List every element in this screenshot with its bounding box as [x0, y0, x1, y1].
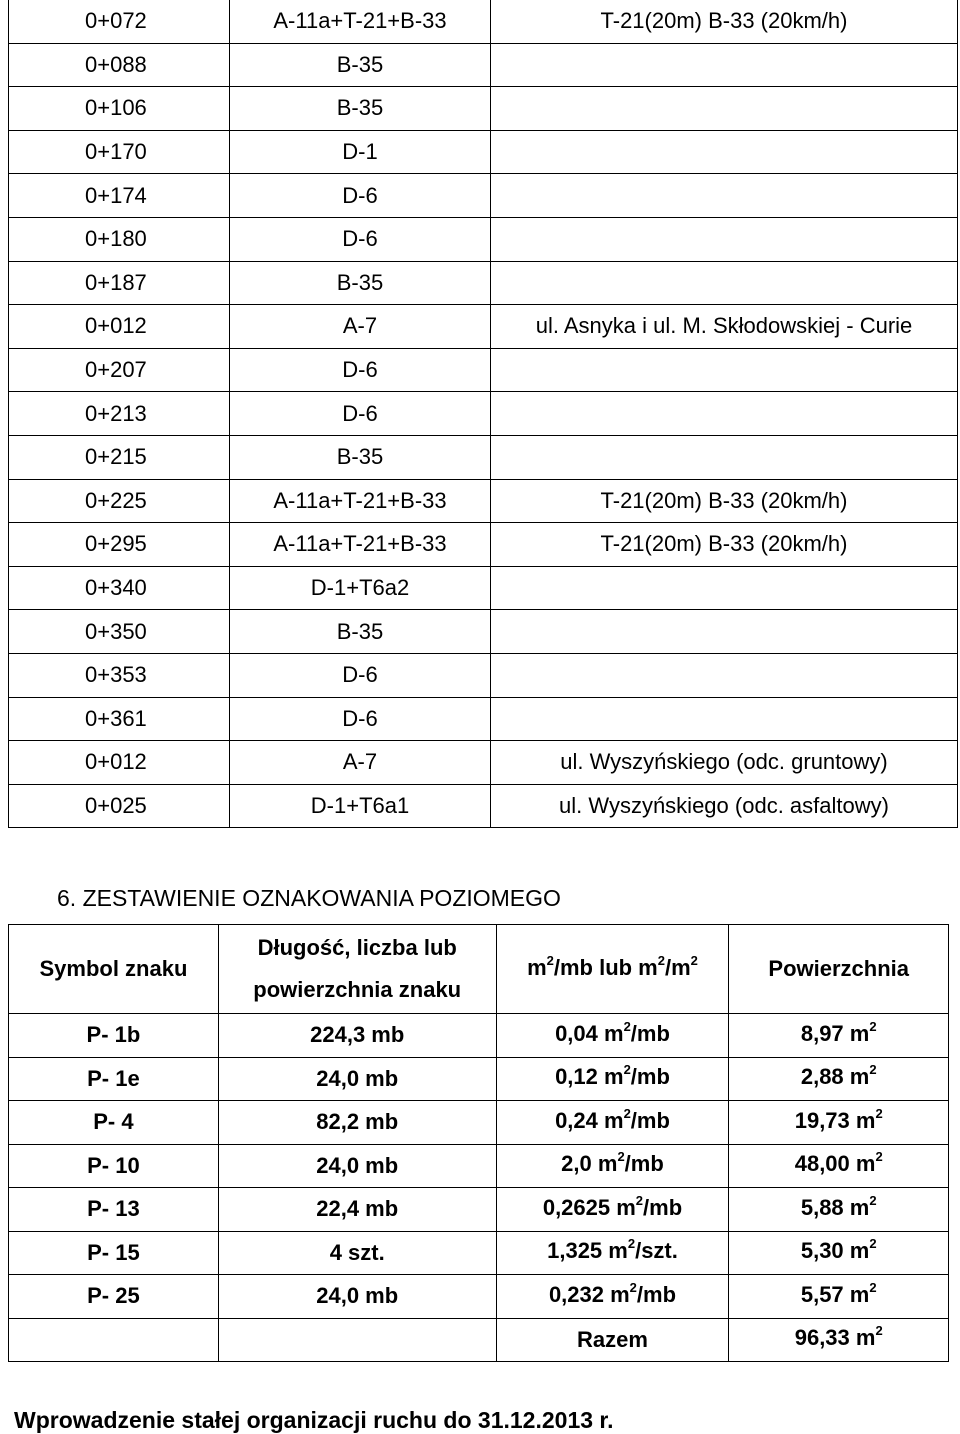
table-header-row: [9, 925, 949, 1014]
rate-unit: /mb: [630, 1107, 670, 1133]
length-cell: 22,4 mb: [218, 1188, 496, 1232]
km-cell: 0+180: [9, 217, 230, 261]
sign-cell: A-11a+T-21+B-33: [230, 523, 491, 567]
table-row: [9, 1275, 949, 1319]
km-cell: 0+072: [9, 0, 230, 43]
rate-unit: /szt.: [635, 1238, 678, 1264]
table-row: [9, 653, 958, 697]
area-sup: 2: [875, 1149, 883, 1165]
remark-cell: [491, 566, 958, 610]
area-sup: 2: [875, 1105, 883, 1121]
area-cell: [729, 1275, 949, 1319]
remark-cell: [491, 261, 958, 305]
sign-cell: D-6: [230, 392, 491, 436]
rate-cell: [496, 1057, 729, 1101]
area-value: 5,30 m: [800, 1238, 870, 1264]
table-row: [9, 1188, 949, 1232]
remark-cell: T-21(20m) B-33 (20km/h): [491, 523, 958, 567]
table-row: [9, 784, 958, 828]
table-row: [9, 1231, 949, 1275]
remark-cell: ul. Wyszyńskiego (odc. asfaltowy): [491, 784, 958, 828]
area-cell: [729, 1144, 949, 1188]
sign-cell: A-11a+T-21+B-33: [230, 479, 491, 523]
rate-unit: /mb: [624, 1151, 664, 1177]
area-cell: [729, 1101, 949, 1145]
symbol-cell: P- 13: [9, 1188, 219, 1232]
table-row: [9, 566, 958, 610]
rate-cell: [496, 1101, 729, 1145]
rate-sup: 2: [635, 1192, 644, 1208]
sign-cell: A-7: [230, 305, 491, 349]
remark-cell: [491, 610, 958, 654]
sign-cell: B-35: [230, 43, 491, 87]
sign-cell: D-6: [230, 217, 491, 261]
table-row: [9, 392, 958, 436]
symbol-cell: P- 4: [9, 1101, 219, 1145]
remark-cell: [491, 392, 958, 436]
remark-cell: [491, 130, 958, 174]
rate-sup: 2: [627, 1236, 636, 1252]
sign-cell: D-1+T6a2: [230, 566, 491, 610]
header-symbol: Symbol znaku: [9, 925, 219, 1014]
symbol-cell: P- 15: [9, 1231, 219, 1275]
sign-location-table: [8, 0, 958, 828]
table-row: [9, 305, 958, 349]
remark-cell: [491, 174, 958, 218]
header-length-line1: Długość, liczba lub: [257, 935, 457, 960]
km-cell: 0+215: [9, 435, 230, 479]
footer-note: Wprowadzenie stałej organizacji ruchu do 31.12.2013 r.: [14, 1407, 614, 1433]
km-cell: 0+350: [9, 610, 230, 654]
table-row: [9, 523, 958, 567]
sign-cell: B-35: [230, 87, 491, 131]
table-row: [9, 697, 958, 741]
rate-cell: [496, 1188, 729, 1232]
rate-sup: 2: [617, 1149, 625, 1165]
table-row: [9, 217, 958, 261]
rate-cell: [496, 1231, 729, 1275]
area-sup: 2: [869, 1192, 877, 1208]
km-cell: 0+361: [9, 697, 230, 741]
table-row: [9, 741, 958, 785]
km-cell: 0+295: [9, 523, 230, 567]
length-cell: 224,3 mb: [218, 1014, 496, 1058]
horizontal-marking-table: [8, 924, 949, 1362]
rate-value: 0,232 m: [548, 1281, 630, 1307]
km-cell: 0+106: [9, 87, 230, 131]
header-unit: [496, 925, 729, 1014]
rate-value: 0,2625 m: [542, 1194, 636, 1220]
header-unit-sup: 2: [546, 952, 554, 968]
empty-cell: [218, 1318, 496, 1362]
rate-value: 1,325 m: [547, 1238, 628, 1264]
table-row: [9, 435, 958, 479]
area-sup: 2: [869, 1018, 877, 1034]
area-value: 19,73 m: [794, 1107, 876, 1133]
symbol-cell: P- 10: [9, 1144, 219, 1188]
remark-cell: ul. Asnyka i ul. M. Skłodowskiej - Curie: [491, 305, 958, 349]
table-row: [9, 130, 958, 174]
km-cell: 0+025: [9, 784, 230, 828]
km-cell: 0+187: [9, 261, 230, 305]
header-area: Powierzchnia: [729, 925, 949, 1014]
table-row: [9, 261, 958, 305]
rate-value: 0,24 m: [555, 1107, 624, 1133]
length-cell: 82,2 mb: [218, 1101, 496, 1145]
section-title: 6. ZESTAWIENIE OZNAKOWANIA POZIOMEGO: [57, 885, 561, 911]
sign-cell: D-1+T6a1: [230, 784, 491, 828]
header-unit-a: m: [527, 954, 547, 980]
sign-cell: D-6: [230, 653, 491, 697]
area-cell: [729, 1014, 949, 1058]
km-cell: 0+174: [9, 174, 230, 218]
table-row: [9, 43, 958, 87]
area-value: 8,97 m: [800, 1020, 870, 1046]
area-cell: [729, 1057, 949, 1101]
sign-cell: B-35: [230, 261, 491, 305]
km-cell: 0+012: [9, 305, 230, 349]
header-unit-c: /m: [664, 954, 691, 980]
length-cell: 24,0 mb: [218, 1144, 496, 1188]
total-sup: 2: [875, 1323, 883, 1339]
km-cell: 0+213: [9, 392, 230, 436]
table-row: [9, 174, 958, 218]
km-cell: 0+340: [9, 566, 230, 610]
rate-unit: /mb: [630, 1064, 670, 1090]
rate-value: 2,0 m: [561, 1151, 618, 1177]
rate-cell: [496, 1014, 729, 1058]
remark-cell: T-21(20m) B-33 (20km/h): [491, 479, 958, 523]
rate-unit: /mb: [636, 1281, 677, 1307]
area-value: 2,88 m: [800, 1064, 870, 1090]
km-cell: 0+353: [9, 653, 230, 697]
sign-cell: A-7: [230, 741, 491, 785]
km-cell: 0+170: [9, 130, 230, 174]
rate-value: 0,04 m: [555, 1020, 624, 1046]
area-cell: [729, 1188, 949, 1232]
table-row: [9, 1144, 949, 1188]
table-row: [9, 348, 958, 392]
header-unit-b: /mb lub m: [553, 954, 658, 980]
km-cell: 0+088: [9, 43, 230, 87]
rate-unit: /mb: [630, 1020, 670, 1046]
empty-cell: [9, 1318, 219, 1362]
table-row: [9, 1014, 949, 1058]
area-value: 48,00 m: [794, 1151, 876, 1177]
total-area: 96,33 m: [794, 1325, 876, 1351]
rate-sup: 2: [623, 1062, 631, 1078]
remark-cell: T-21(20m) B-33 (20km/h): [491, 0, 958, 43]
sign-cell: D-6: [230, 174, 491, 218]
km-cell: 0+207: [9, 348, 230, 392]
area-sup: 2: [869, 1062, 877, 1078]
table-row: [9, 0, 958, 43]
remark-cell: [491, 697, 958, 741]
rate-cell: [496, 1144, 729, 1188]
table-row: [9, 1101, 949, 1145]
rate-sup: 2: [623, 1018, 631, 1034]
header-length-line2: powierzchnia znaku: [253, 977, 462, 1002]
area-sup: 2: [869, 1236, 877, 1252]
table-row: [9, 479, 958, 523]
km-cell: 0+012: [9, 741, 230, 785]
total-value: [729, 1318, 949, 1362]
sign-cell: B-35: [230, 435, 491, 479]
symbol-cell: P- 1e: [9, 1057, 219, 1101]
total-label: Razem: [496, 1318, 729, 1362]
sign-cell: D-1: [230, 130, 491, 174]
area-cell: [729, 1231, 949, 1275]
km-cell: 0+225: [9, 479, 230, 523]
remark-cell: [491, 348, 958, 392]
remark-cell: [491, 217, 958, 261]
rate-sup: 2: [629, 1279, 637, 1295]
sign-cell: D-6: [230, 697, 491, 741]
table-row: [9, 1057, 949, 1101]
table-row: [9, 610, 958, 654]
length-cell: 4 szt.: [218, 1231, 496, 1275]
area-value: 5,57 m: [800, 1281, 870, 1307]
symbol-cell: P- 25: [9, 1275, 219, 1319]
header-length: [218, 925, 496, 1014]
remark-cell: [491, 653, 958, 697]
area-sup: 2: [869, 1279, 877, 1295]
header-unit-sup: 2: [657, 952, 665, 968]
length-cell: 24,0 mb: [218, 1275, 496, 1319]
sign-cell: A-11a+T-21+B-33: [230, 0, 491, 43]
length-cell: 24,0 mb: [218, 1057, 496, 1101]
rate-unit: /mb: [643, 1194, 683, 1220]
remark-cell: [491, 435, 958, 479]
rate-value: 0,12 m: [555, 1064, 624, 1090]
symbol-cell: P- 1b: [9, 1014, 219, 1058]
remark-cell: [491, 43, 958, 87]
rate-sup: 2: [623, 1105, 631, 1121]
area-value: 5,88 m: [800, 1194, 870, 1220]
rate-cell: [496, 1275, 729, 1319]
sign-cell: D-6: [230, 348, 491, 392]
table-row: [9, 87, 958, 131]
total-row: [9, 1318, 949, 1362]
sign-cell: B-35: [230, 610, 491, 654]
remark-cell: ul. Wyszyńskiego (odc. gruntowy): [491, 741, 958, 785]
remark-cell: [491, 87, 958, 131]
header-unit-sup: 2: [690, 952, 698, 968]
